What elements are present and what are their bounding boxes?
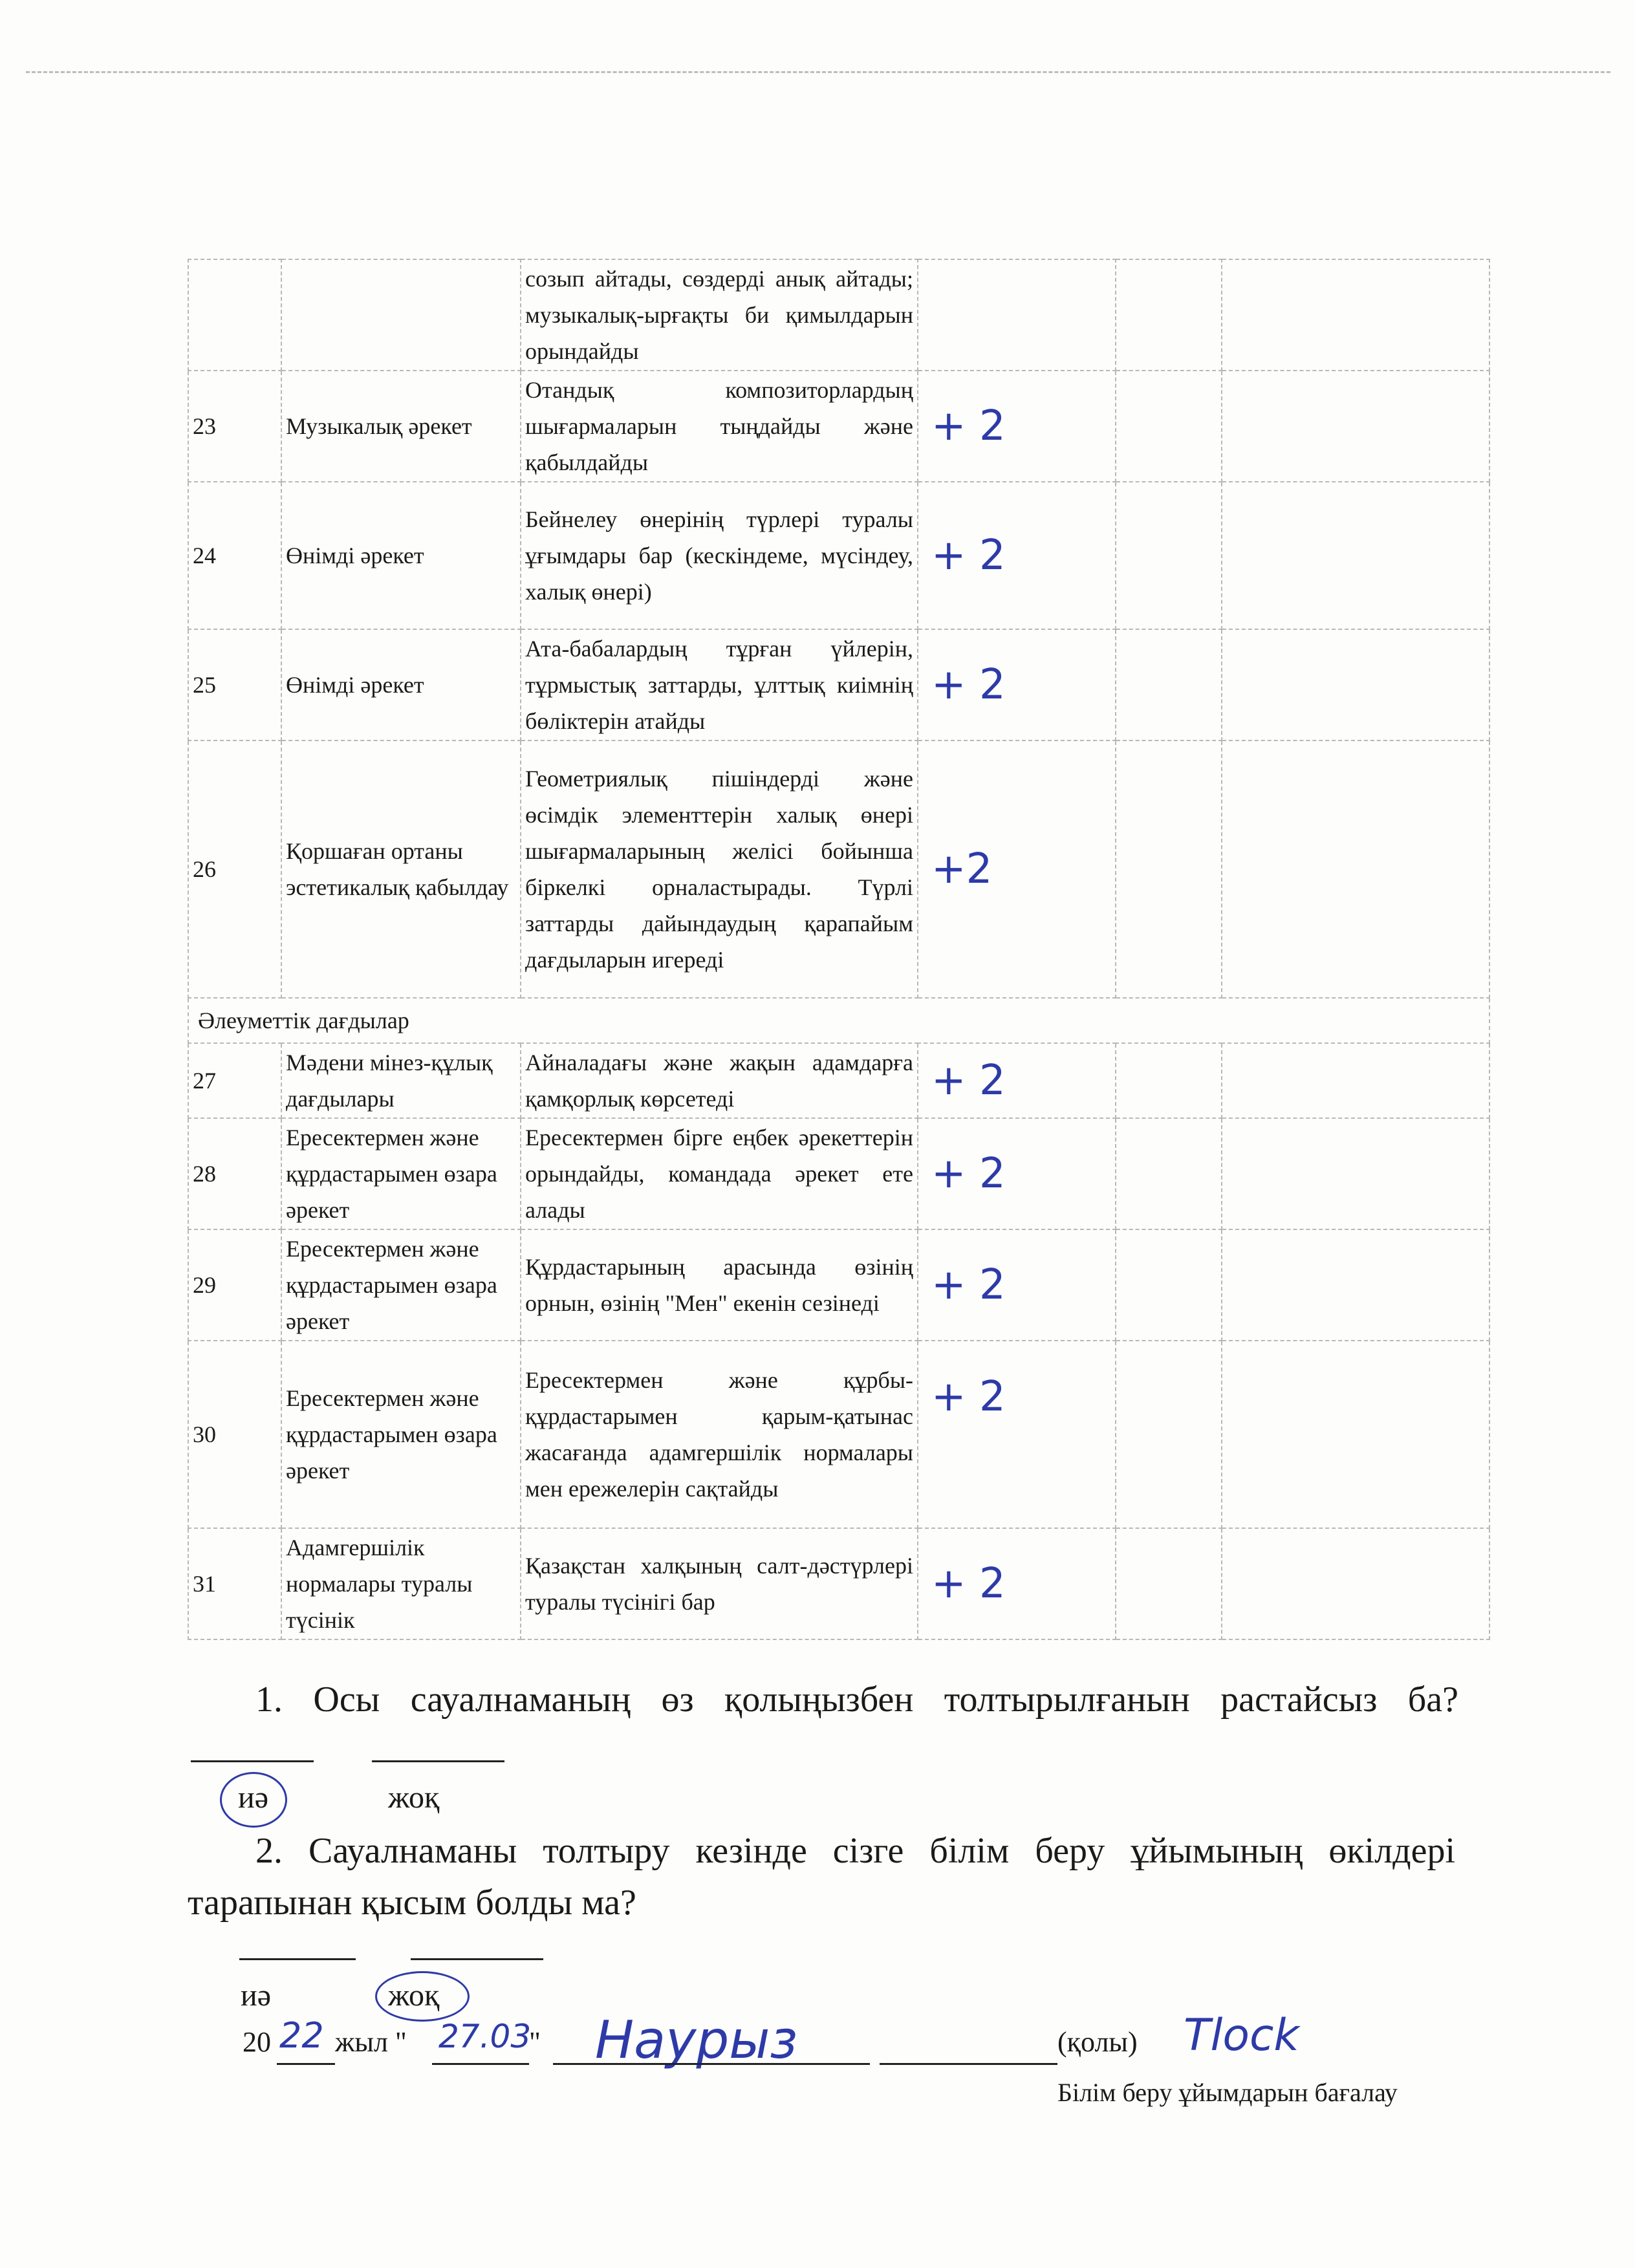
row-indicator: Ересектермен және құрдастарымен өзара әрекет [281, 1229, 521, 1341]
row-description: Қазақстан халқының салт-дәстүрлері туралы түсінігі бар [521, 1528, 918, 1639]
row-number: 27 [188, 1043, 281, 1118]
row-number: 26 [188, 740, 281, 998]
handwritten-name: Наурыз [595, 2010, 798, 2070]
handwritten-mark: +2 [931, 845, 993, 893]
option-yes-1: иә [238, 1780, 268, 1815]
row-description: Құрдастарының арасында өзінің орнын, өзінің "Мен" екенін сезінеді [521, 1229, 918, 1341]
signature-label: (қолы) [1057, 2026, 1138, 2058]
answer-blank-no [411, 1958, 543, 1960]
row-description: Айналадағы және жақын адамдарға қамқорлық көрсетеді [521, 1043, 918, 1118]
table-row [188, 371, 1489, 482]
row-indicator: Өнімді әрекет [281, 482, 521, 629]
row-description: Ата-бабалардың тұрған үйлерін, тұрмыстық заттарды, ұлттық киімнің бөліктерін атайды [521, 629, 918, 740]
row-indicator: Адамгершілік нормалары туралы түсінік [281, 1528, 521, 1639]
question-1: 1. Осы сауалнаманың өз қолыңызбен толтырылғанын растайсыз ба? [255, 1679, 1458, 1720]
handwritten-mark: + 2 [931, 1150, 1006, 1198]
handwritten-date: 27.03 [439, 2018, 532, 2055]
table-row [188, 1229, 1489, 1341]
assessment-table [188, 259, 1490, 1640]
row-number: 29 [188, 1229, 281, 1341]
answer-blank-no [372, 1760, 504, 1762]
signature-line [880, 2063, 1057, 2065]
handwritten-mark: + 2 [931, 1560, 1006, 1608]
table-row [188, 1043, 1489, 1118]
organization-label: Білім беру ұйымдарын бағалау [1057, 2078, 1398, 2107]
option-yes-2: иә [241, 1978, 271, 2013]
row-description: Отандық композиторлардың шығармаларын тыңдайды және қабылдайды [521, 371, 918, 482]
page-top-edge [26, 71, 1610, 73]
handwritten-mark: + 2 [931, 1373, 1006, 1421]
row-indicator: Өнімді әрекет [281, 629, 521, 740]
row-indicator: Ересектермен және құрдастарымен өзара әрекет [281, 1341, 521, 1528]
handwritten-mark: + 2 [931, 1261, 1006, 1309]
handwritten-mark: + 2 [931, 402, 1006, 450]
row-description: Геометриялық пішіндерді және өсімдік элементтерін халық өнері шығармаларының желісі бойынша біркелкі орналастырады. Түрлі заттарды дайындаудың қарапайым дағдыларын игереді [521, 740, 918, 998]
row-indicator: Мәдени мінез-құлық дағдылары [281, 1043, 521, 1118]
date-quote-close: " [529, 2026, 541, 2058]
row-description: Бейнелеу өнерінің түрлері туралы ұғымдары бар (кескіндеме, мүсіндеу, халық өнері) [521, 482, 918, 629]
answer-blank-yes [191, 1760, 314, 1762]
option-no-1: жоқ [388, 1780, 440, 1815]
handwritten-mark: + 2 [931, 1057, 1006, 1105]
table-section-row [188, 998, 1489, 1043]
row-number: 28 [188, 1118, 281, 1229]
row-indicator: Ересектермен және құрдастарымен өзара әрекет [281, 1118, 521, 1229]
table-row [188, 259, 1489, 371]
row-number: 31 [188, 1528, 281, 1639]
row-description: созып айтады, сөздерді анық айтады; музыкалық-ырғақты би қимылдарын орындайды [521, 259, 918, 371]
row-description: Ересектермен бірге еңбек әрекеттерін орындайды, командада әрекет ете алады [521, 1118, 918, 1229]
table-row [188, 1528, 1489, 1639]
handwritten-signature: Tlock [1184, 2010, 1299, 2061]
handwritten-mark: + 2 [931, 532, 1006, 579]
table-row [188, 740, 1489, 998]
section-title: Әлеуметтік дағдылар [188, 998, 1489, 1043]
name-line [553, 2063, 870, 2065]
row-number: 23 [188, 371, 281, 482]
row-indicator: Қоршаған ортаны эстетикалық қабылдау [281, 740, 521, 998]
date-underline [432, 2063, 529, 2065]
question-2: 2. Сауалнаманы толтыру кезінде сізге білім беру ұйымының өкілдері тарапынан қысым болды ма? [188, 1831, 1455, 1923]
row-indicator: Музыкалық әрекет [281, 371, 521, 482]
table-row [188, 482, 1489, 629]
row-number: 25 [188, 629, 281, 740]
answer-blank-yes [239, 1958, 356, 1960]
year-underline [277, 2063, 335, 2065]
table-row [188, 1118, 1489, 1229]
option-no-2: жоқ [388, 1978, 440, 2013]
year-prefix: 20 [243, 2026, 271, 2058]
row-number: 30 [188, 1341, 281, 1528]
table-row [188, 1341, 1489, 1528]
handwritten-year: 22 [279, 2015, 324, 2056]
year-suffix: жыл " [335, 2026, 407, 2058]
table-row [188, 629, 1489, 740]
row-description: Ересектермен және құрбы-құрдастарымен қарым-қатынас жасағанда адамгершілік нормалары мен ережелерін сақтайды [521, 1341, 918, 1528]
row-number: 24 [188, 482, 281, 629]
handwritten-mark: + 2 [931, 661, 1006, 709]
